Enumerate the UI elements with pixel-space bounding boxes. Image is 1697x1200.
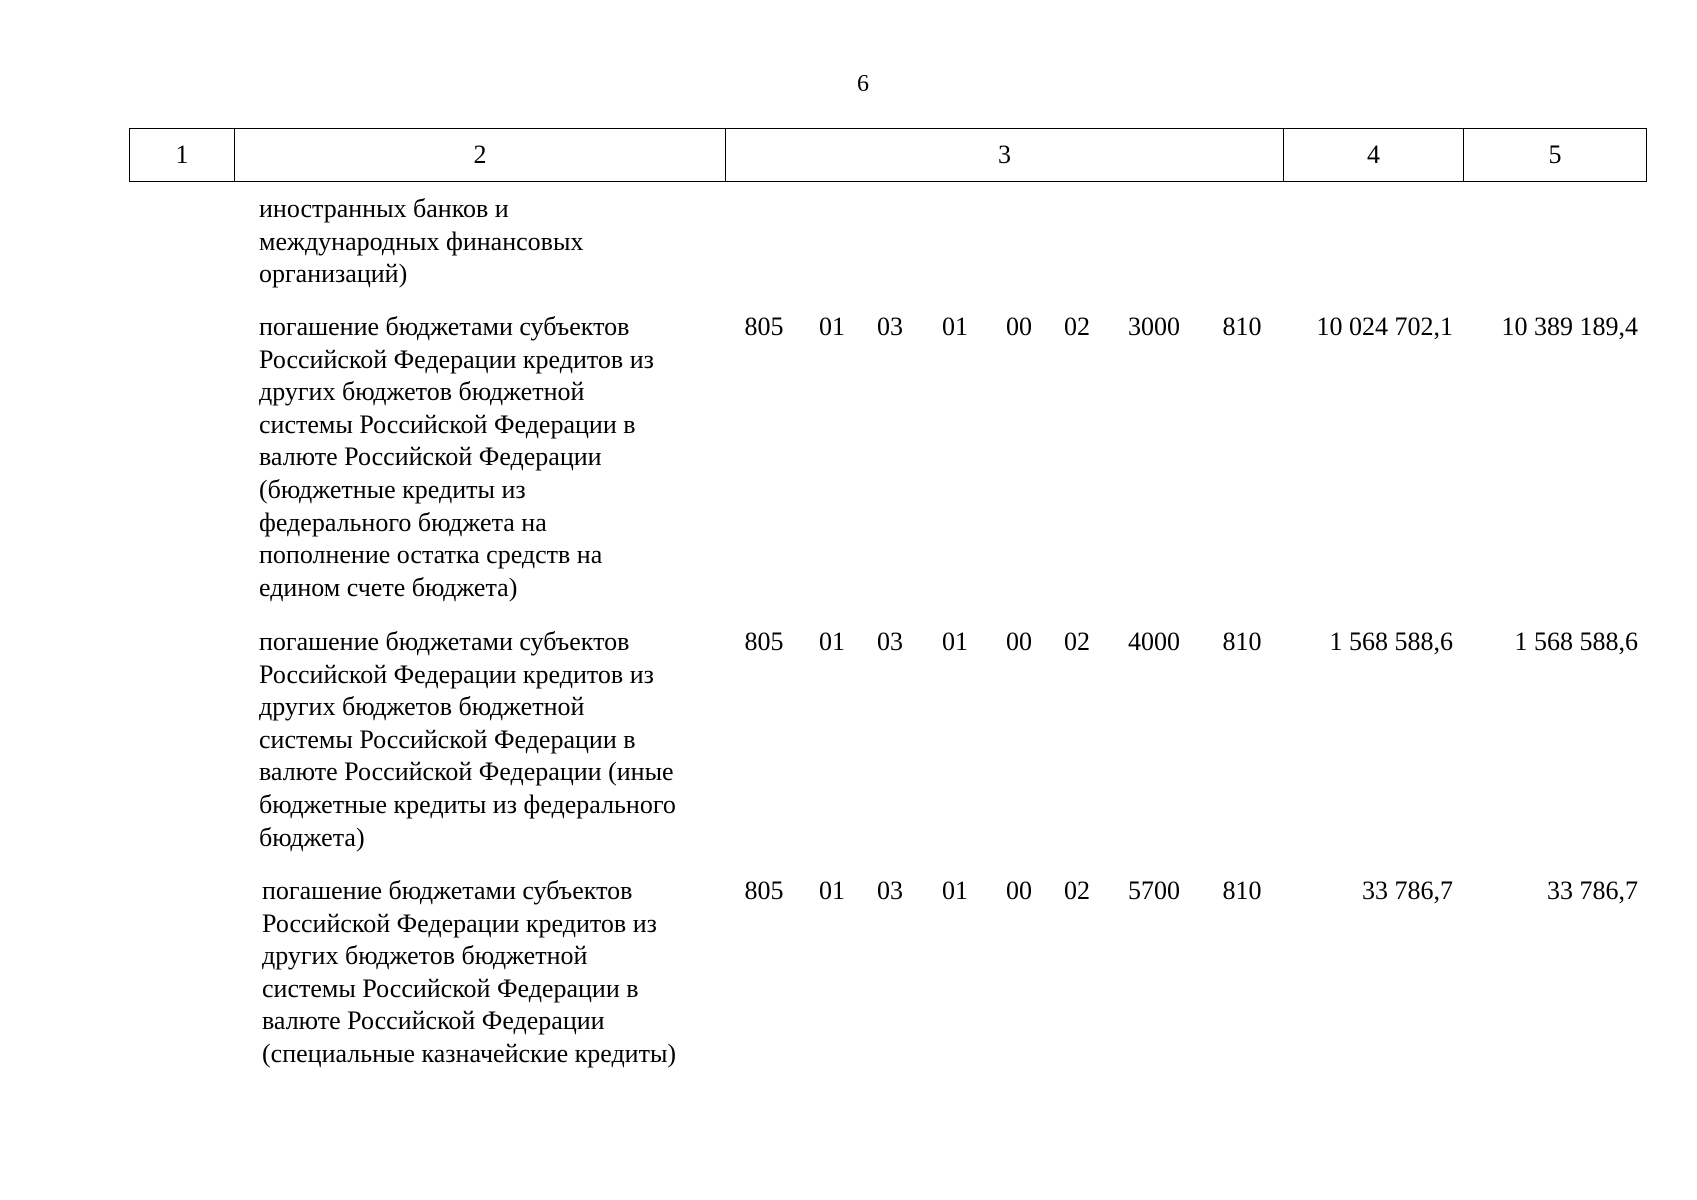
row-description: погашение бюджетами субъектов Российской Федерации кредитов из других бюджетов бюджетной системы Российской Федерации в валюте Российской Федерации (бюджетные кредиты из федерального бюджета на пополнение остатка средств на едином счете бюджета) <box>259 312 654 602</box>
code-part-admin: 805 <box>744 312 784 341</box>
code-part-program: 3000 <box>1128 312 1180 341</box>
code-part-subgroup: 03 <box>877 876 903 905</box>
code-part-classification: 810 <box>1222 627 1262 656</box>
code-part-group: 01 <box>819 312 845 341</box>
column-header-2: 2 <box>235 129 726 182</box>
row-value-col5: 33 786,7 <box>1547 876 1638 905</box>
row-value-col5: 10 389 189,4 <box>1501 312 1638 341</box>
row-description: погашение бюджетами субъектов Российской Федерации кредитов из других бюджетов бюджетной системы Российской Федерации в валюте Российской Федерации (специальные казначейские кредиты) <box>262 876 677 1068</box>
column-header-4: 4 <box>1284 129 1464 182</box>
code-part-subarticle: 00 <box>1006 627 1032 656</box>
code-part-group: 01 <box>819 627 845 656</box>
code-part-subgroup: 03 <box>877 627 903 656</box>
code-part-program: 4000 <box>1128 627 1180 656</box>
code-part-element: 02 <box>1064 312 1090 341</box>
row-value-col4: 10 024 702,1 <box>1316 312 1453 341</box>
row-value-col5: 1 568 588,6 <box>1514 627 1638 656</box>
row-value-col4: 33 786,7 <box>1362 876 1453 905</box>
column-header-5: 5 <box>1464 129 1647 182</box>
code-part-subarticle: 00 <box>1006 876 1032 905</box>
code-part-subgroup: 03 <box>877 312 903 341</box>
page-number: 6 <box>857 71 869 97</box>
code-part-article: 01 <box>942 312 968 341</box>
code-part-group: 01 <box>819 876 845 905</box>
code-part-classification: 810 <box>1222 312 1262 341</box>
code-part-article: 01 <box>942 876 968 905</box>
row-value-col4: 1 568 588,6 <box>1329 627 1453 656</box>
code-part-subarticle: 00 <box>1006 312 1032 341</box>
column-header-1: 1 <box>130 129 235 182</box>
row-description: погашение бюджетами субъектов Российской Федерации кредитов из других бюджетов бюджетной системы Российской Федерации в валюте Российской Федерации (иные бюджетные кредиты из федерального бюджета) <box>259 627 676 852</box>
code-part-admin: 805 <box>744 876 784 905</box>
row-description: иностранных банков и международных финансовых организаций) <box>259 194 584 289</box>
code-part-article: 01 <box>942 627 968 656</box>
column-header-3: 3 <box>726 129 1284 182</box>
code-part-element: 02 <box>1064 627 1090 656</box>
code-part-program: 5700 <box>1128 876 1180 905</box>
code-part-admin: 805 <box>744 627 784 656</box>
code-part-classification: 810 <box>1222 876 1262 905</box>
code-part-element: 02 <box>1064 876 1090 905</box>
